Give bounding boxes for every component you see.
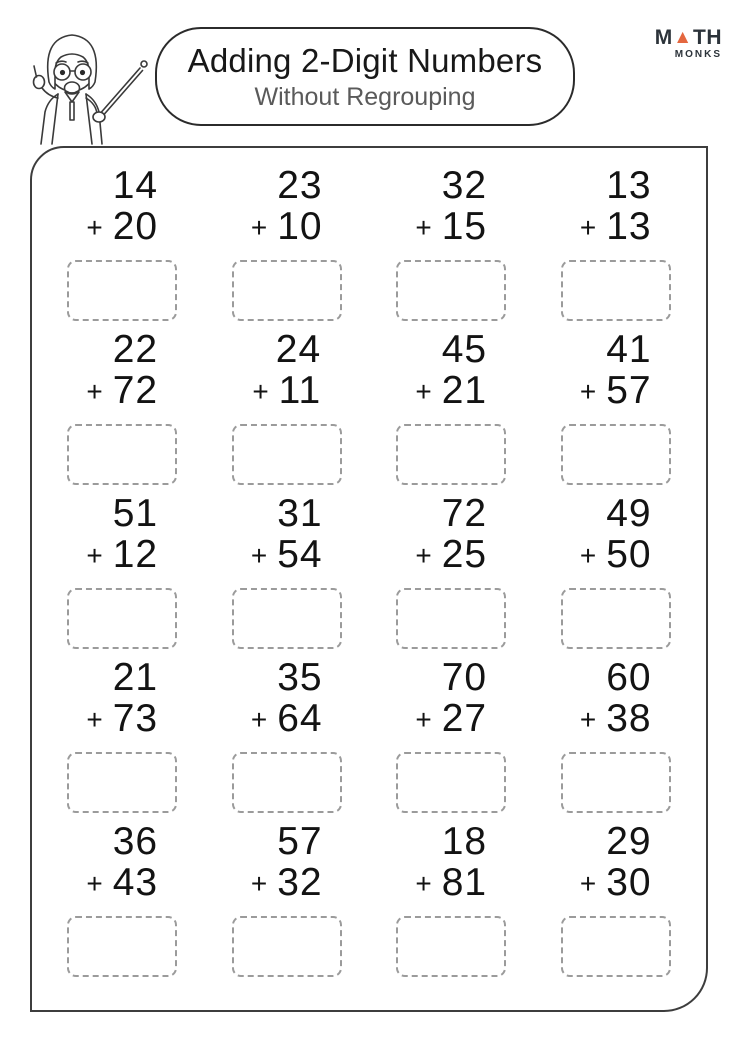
answer-box[interactable]	[561, 260, 671, 321]
addend-bottom: 21	[441, 369, 488, 412]
addition-problem	[369, 821, 534, 985]
addend-bottom: 13	[606, 205, 652, 248]
math-monks-logo	[655, 27, 722, 60]
answer-box[interactable]	[561, 916, 671, 977]
addend-top: 41	[606, 328, 652, 371]
problem-numbers	[580, 329, 652, 411]
problem-numbers	[580, 657, 652, 739]
addend-top: 51	[112, 492, 159, 535]
plus-operator: +	[250, 704, 268, 735]
problem-numbers	[251, 493, 323, 575]
answer-box[interactable]	[232, 752, 342, 813]
addend-bottom: 20	[112, 205, 159, 248]
addend-top: 21	[112, 656, 159, 699]
answer-box[interactable]	[67, 260, 177, 321]
addend-top: 14	[112, 164, 159, 207]
addend-top: 31	[277, 492, 323, 535]
addition-problem	[205, 493, 370, 657]
answer-box[interactable]	[67, 752, 177, 813]
addend-bottom: 27	[441, 697, 488, 740]
addend-bottom-row	[86, 534, 158, 575]
addend-top: 22	[112, 328, 159, 371]
addition-problem	[534, 493, 699, 657]
logo-letters-th: TH	[693, 26, 722, 49]
problem-numbers	[86, 657, 158, 739]
addend-bottom: 32	[277, 861, 323, 904]
addend-bottom: 43	[112, 861, 159, 904]
addend-top: 29	[606, 820, 652, 863]
addend-bottom-row	[415, 370, 487, 411]
addend-top: 60	[606, 656, 652, 699]
problem-numbers	[251, 657, 323, 739]
plus-operator: +	[579, 704, 597, 735]
addend-bottom-row	[580, 534, 652, 575]
addend-top: 13	[606, 164, 652, 207]
addition-problem	[205, 657, 370, 821]
problem-numbers	[86, 329, 158, 411]
addend-bottom: 12	[112, 533, 159, 576]
addend-bottom-row	[415, 206, 487, 247]
problem-numbers	[251, 165, 323, 247]
addend-bottom: 57	[606, 369, 652, 412]
problems-grid	[32, 148, 706, 1010]
plus-operator: +	[86, 540, 103, 571]
answer-box[interactable]	[232, 424, 342, 485]
addend-top: 45	[441, 328, 488, 371]
addend-bottom: 72	[112, 369, 159, 412]
plus-operator: +	[415, 376, 432, 407]
addend-bottom-row	[580, 370, 652, 411]
addition-problem	[369, 165, 534, 329]
answer-box[interactable]	[67, 424, 177, 485]
answer-box[interactable]	[396, 260, 506, 321]
plus-operator: +	[250, 212, 268, 243]
plus-operator: +	[415, 540, 432, 571]
answer-box[interactable]	[67, 916, 177, 977]
addend-bottom: 73	[112, 697, 159, 740]
plus-operator: +	[415, 704, 432, 735]
problem-numbers	[86, 821, 158, 903]
addition-problem	[40, 165, 205, 329]
plus-operator: +	[250, 868, 268, 899]
addition-problem	[369, 329, 534, 493]
addend-bottom: 25	[441, 533, 488, 576]
worksheet-title: Adding 2-Digit Numbers	[187, 41, 543, 79]
addend-bottom-row	[251, 862, 323, 903]
addend-bottom-row	[86, 206, 158, 247]
addend-top: 24	[275, 328, 322, 371]
addition-problem	[40, 329, 205, 493]
logo-letter-m: M	[654, 26, 673, 49]
addition-problem	[534, 821, 699, 985]
worksheet-subtitle: Without Regrouping	[254, 82, 476, 111]
problem-numbers	[252, 329, 321, 411]
problems-sheet	[30, 146, 708, 1012]
problem-numbers	[415, 165, 487, 247]
addend-bottom-row	[86, 698, 158, 739]
addition-problem	[205, 821, 370, 985]
answer-box[interactable]	[396, 752, 506, 813]
plus-operator: +	[250, 540, 268, 571]
addend-top: 57	[277, 820, 323, 863]
plus-operator: +	[86, 212, 103, 243]
addend-bottom-row	[252, 370, 321, 411]
answer-box[interactable]	[396, 424, 506, 485]
addend-bottom: 10	[277, 205, 323, 248]
addend-bottom: 64	[277, 697, 323, 740]
addend-bottom: 50	[606, 533, 652, 576]
addend-bottom: 11	[278, 369, 322, 412]
addend-bottom-row	[415, 534, 487, 575]
addend-bottom-row	[580, 698, 652, 739]
answer-box[interactable]	[561, 424, 671, 485]
answer-box[interactable]	[561, 588, 671, 649]
addend-bottom-row	[415, 862, 487, 903]
addition-problem	[40, 657, 205, 821]
problem-numbers	[415, 657, 487, 739]
plus-operator: +	[252, 376, 269, 407]
addition-problem	[369, 657, 534, 821]
addition-problem	[40, 493, 205, 657]
answer-box[interactable]	[396, 916, 506, 977]
addend-bottom: 30	[606, 861, 652, 904]
problem-numbers	[580, 821, 652, 903]
problem-numbers	[86, 165, 158, 247]
plus-operator: +	[579, 376, 597, 407]
problem-numbers	[415, 821, 487, 903]
addition-problem	[534, 657, 699, 821]
addend-top: 36	[112, 820, 159, 863]
addition-problem	[205, 329, 370, 493]
problem-numbers	[415, 329, 487, 411]
teacher-illustration	[8, 22, 148, 146]
answer-box[interactable]	[561, 752, 671, 813]
addition-problem	[534, 165, 699, 329]
problem-numbers	[580, 493, 652, 575]
addend-top: 49	[606, 492, 652, 535]
answer-box[interactable]	[67, 588, 177, 649]
addend-top: 32	[441, 164, 488, 207]
pointer-stick-icon	[98, 61, 147, 119]
logo-subtext: MONKS	[674, 49, 722, 60]
logo-triangle-icon: ▲	[673, 27, 693, 48]
plus-operator: +	[86, 376, 103, 407]
addition-problem	[534, 329, 699, 493]
problem-numbers	[251, 821, 323, 903]
addend-top: 18	[441, 820, 488, 863]
addend-bottom-row	[580, 862, 652, 903]
addition-problem	[205, 165, 370, 329]
addend-bottom-row	[86, 370, 158, 411]
plus-operator: +	[415, 212, 432, 243]
addend-bottom: 38	[606, 697, 652, 740]
plus-operator: +	[579, 540, 597, 571]
logo-wordmark	[655, 27, 722, 48]
addend-top: 70	[441, 656, 488, 699]
plus-operator: +	[579, 868, 597, 899]
title-box	[155, 27, 575, 126]
addend-bottom: 15	[441, 205, 488, 248]
plus-operator: +	[579, 212, 597, 243]
addend-top: 72	[441, 492, 488, 535]
addition-problem	[369, 493, 534, 657]
addition-problem	[40, 821, 205, 985]
answer-box[interactable]	[396, 588, 506, 649]
addend-bottom-row	[251, 698, 323, 739]
plus-operator: +	[86, 704, 103, 735]
addend-bottom-row	[580, 206, 652, 247]
problem-numbers	[415, 493, 487, 575]
plus-operator: +	[86, 868, 103, 899]
answer-box[interactable]	[232, 916, 342, 977]
addend-top: 35	[277, 656, 323, 699]
addend-bottom: 54	[277, 533, 323, 576]
plus-operator: +	[415, 868, 432, 899]
addend-top: 23	[277, 164, 323, 207]
problem-numbers	[86, 493, 158, 575]
answer-box[interactable]	[232, 588, 342, 649]
addend-bottom-row	[86, 862, 158, 903]
addend-bottom-row	[251, 206, 323, 247]
answer-box[interactable]	[232, 260, 342, 321]
problem-numbers	[580, 165, 652, 247]
addend-bottom: 81	[441, 861, 488, 904]
addend-bottom-row	[251, 534, 323, 575]
addend-bottom-row	[415, 698, 487, 739]
